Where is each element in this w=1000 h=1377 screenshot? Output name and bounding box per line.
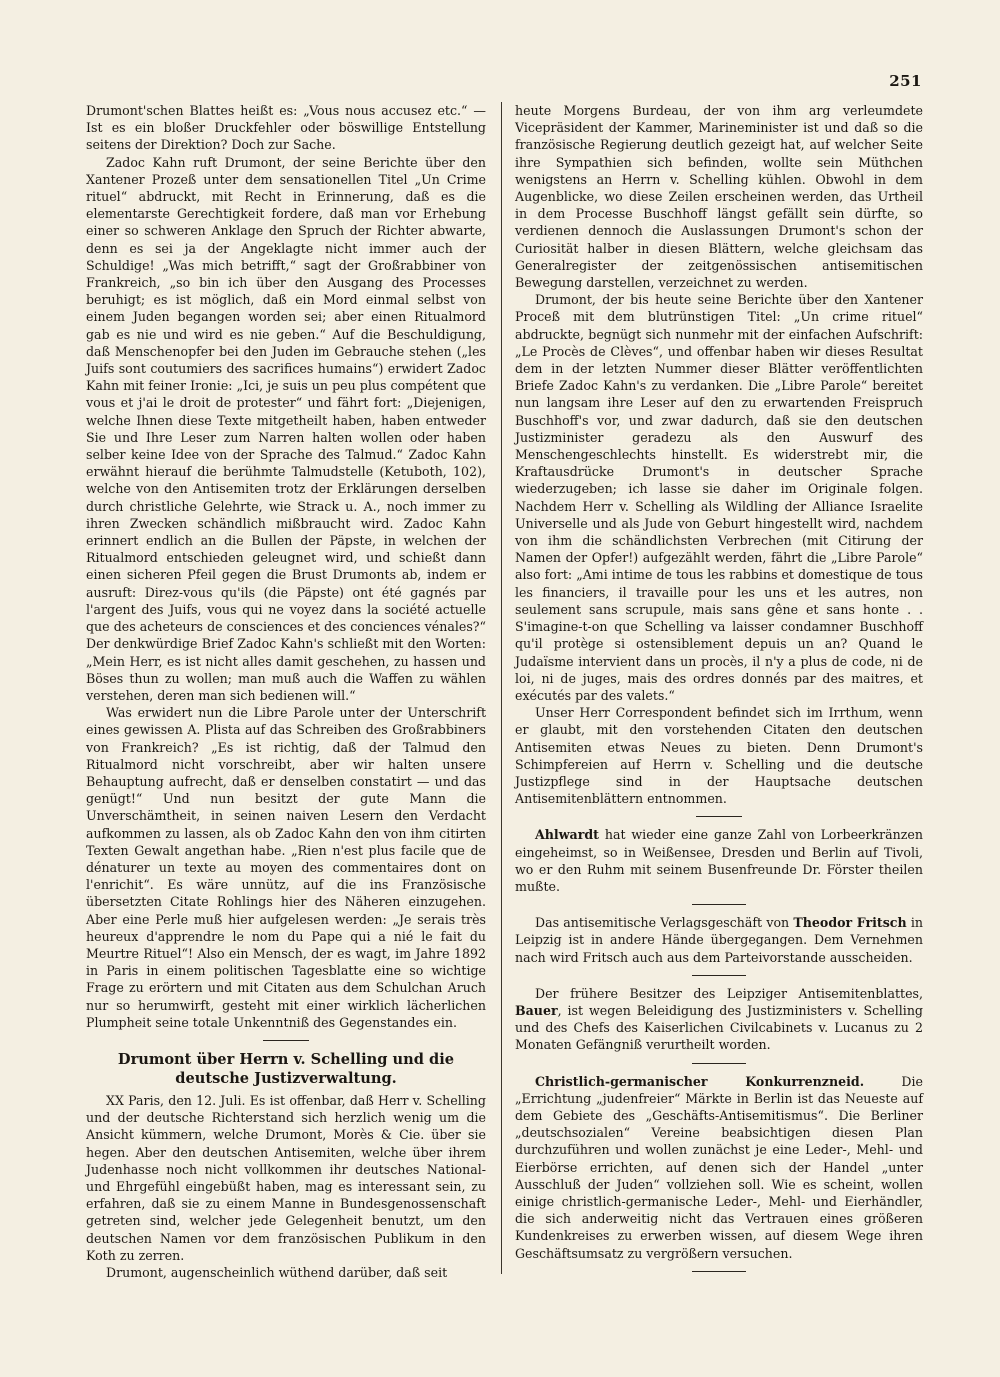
- section-divider: [692, 975, 746, 976]
- page-number: 251: [889, 72, 922, 90]
- section-divider: [692, 904, 746, 905]
- news-item: [515, 985, 923, 1054]
- news-item-keyword: Bauer: [515, 1002, 558, 1018]
- news-item-text: Das antisemitische Verlagsgeschäft von: [535, 915, 794, 931]
- section-divider: [692, 1271, 746, 1272]
- section-divider: [692, 1063, 746, 1064]
- paragraph: Zadoc Kahn ruft Drumont, der seine Berichte über den Xantener Prozeß unter dem sensationellen Titel „Un Crime rituel“ abdruckt, mit Recht in Erinnerung, daß es die elementarste Gerechtigkeit fordere, daß man vor Erhebung einer so schweren Anklage den Spruch der Richter abwarte, denn es sei ja der Angeklagte nicht immer auch der Schuldige! „Was mich betrifft,“ sagt der Großrabbiner von Frankreich, „so bin ich über den Ausgang des Processes beruhigt; es ist möglich, daß ein Mord einmal selbst von einem Juden begangen worden sei; aber einen Ritualmord gab es nie und wird es nie geben.“ Auf die Beschuldigung, daß Menschenopfer bei den Juden im Gebrauche stehen („les Juifs sont coutumiers des sacrifices humains“) erwidert Zadoc Kahn mit feiner Ironie: „Ici, je suis un peu plus compétent que vous et j'ai le droit de protester“ und fährt fort: „Diejenigen, welche Ihnen diese Texte mitgetheilt haben, haben entweder Sie und Ihre Leser zum Narren halten wollen oder haben selber keine Idee von der Sprache des Talmud.“ Zadoc Kahn erwähnt hierauf die berühmte Talmudstelle (Ketuboth, 102), welche von den Antisemiten trotz der Erklärungen derselben durch christliche Gelehrte, wie Strack u. A., noch immer zu ihren Zwecken schändlich mißbraucht wird. Zadoc Kahn erinnert endlich an die Bullen der Päpste, in welchen der Ritualmord entschieden geleugnet wird, und schießt dann einen sicheren Pfeil gegen die Brust Drumonts ab, indem er ausruft: Direz-vous qu'ils (die Päpste) ont été gagnés par l'argent des Juifs, vous qui ne voyez dans la société actuelle que des acheteurs de consciences et des conciences vénales?“ Der denkwürdige Brief Zadoc Kahn's schließt mit den Worten: „Mein Herr, es ist nicht alles damit geschehen, zu hassen und Böses thun zu wollen; man muß auch die Waffen zu wählen verstehen, deren man sich bedienen will.“: [86, 154, 486, 703]
- column-divider: [501, 102, 502, 1274]
- news-item-text: in Leipzig ist in andere Hände übergegangen. Dem Vernehmen nach wird Fritsch auch aus dem Parteivorstande ausscheiden.: [515, 915, 923, 965]
- news-item-keyword: Christlich-germanischer Konkurrenzneid.: [535, 1073, 865, 1089]
- left-column: [86, 102, 486, 1281]
- paragraph: Drumont, der bis heute seine Berichte über den Xantener Proceß mit dem blutrünstigen Titel: „Un crime rituel“ abdruckte, begnügt sich nunmehr mit der einfachen Aufschrift: „Le Procès de Clèves“, und offenbar haben wir dieses Resultat dem in der letzten Nummer dieser Blätter veröffentlichten Briefe Zadoc Kahn's zu verdanken. Die „Libre Parole“ bereitet nun langsam ihre Leser auf den zu erwartenden Freispruch Buschhoff's vor, und zwar dadurch, daß sie den deutschen Justizminister geradezu als den Auswurf des Menschengeschlechts hinstellt. Es widerstrebt mir, die Kraftausdrücke Drumont's in deutscher Sprache wiederzugeben; ich lasse sie daher im Originale folgen. Nachdem Herr v. Schelling als Wildling der Alliance Israelite Universelle und als Jude von Geburt hingestellt wird, nachdem von ihm die schändlichsten Verbrechen (mit Citirung der Namen der Opfer!) aufgezählt werden, fährt die „Libre Parole“ also fort: „Ami intime de tous les rabbins et domestique de tous les financiers, il travaille pour les uns et les autres, non seulement sans scrupule, mais sans gêne et sans honte . . S'imagine-t-on que Schelling va laisser condamner Buschhoff qu'il protège si ostensiblement depuis un an? Quand le Judaïsme intervient dans un procès, il n'y a plus de code, ni de loi, ni de juges, mais des ordres donnés par des maitres, et exécutés par des valets.“: [515, 292, 923, 703]
- paragraph: Unser Herr Correspondent befindet sich im Irrthum, wenn er glaubt, mit den vorstehenden Citaten den deutschen Antisemiten etwas Neues zu bieten. Denn Drumont's Schimpfereien auf Herrn v. Schelling und die deutsche Justizpflege sind in der Hauptsache deutschen Antisemitenblättern entnommen.: [515, 705, 923, 807]
- right-column: [515, 102, 923, 1281]
- section-divider: [263, 1040, 309, 1041]
- news-item-text: , ist wegen Beleidigung des Justizministers v. Schelling und des Chefs des Kaiserlichen Civilcabinets v. Lucanus zu 2 Monaten Gefängniß verurtheilt worden.: [515, 1002, 923, 1053]
- paragraph: XX Paris, den 12. Juli. Es ist offenbar, daß Herr v. Schelling und der deutsche Richterstand sich herzlich wenig um die Ansicht kümmern, welche Drumont, Morès & Cie. über sie hegen. Aber den deutschen Antisemiten, welche über ihrem Judenhasse noch nicht vollkommen ihr deutsches National- und Ehrgefühl eingebüßt haben, mag es interessant sein, zu erfahren, daß sie zu einem Manne in Bundesgenossenschaft getreten sind, welcher jede Gelegenheit benutzt, um den deutschen Namen vor dem französischen Publikum in den Koth zu zerren.: [86, 1092, 486, 1263]
- news-item-keyword: Theodor Fritsch: [793, 915, 907, 931]
- news-item: [515, 914, 923, 966]
- news-item-text: Der frühere Besitzer des Leipziger Antisemitenblattes,: [535, 985, 923, 1001]
- article-heading: Drumont über Herrn v. Schelling und die deutsche Justizverwaltung.: [117, 1050, 455, 1087]
- news-item-text: Die „Errichtung „judenfreier“ Märkte in Berlin ist das Neueste auf dem Gebiete des „Geschäfts-Antisemitismus“. Die Berliner „deutschsozialen“ Vereine beabsichtigen diesen Plan durchzuführen und wollen zunächst je eine Leder-, Mehl- und Eierbörse errichten, auf denen sich der Handel „unter Ausschluß der Juden“ vollziehen soll. Wie es scheint, wollen einige christlich-germanische Leder-, Mehl- und Eierhändler, die sich anderweitig nicht das Vertrauen eines größeren Kundenkreises zu erwerben wissen, auf diesem Wege ihren Geschäftsumsatz zu vergrößern versuchen.: [515, 1073, 923, 1261]
- paragraph: Drumont'schen Blattes heißt es: „Vous nous accusez etc.“ — Ist es ein bloßer Druckfehler oder böswillige Entstellung seitens der Direktion? Doch zur Sache.: [86, 103, 486, 153]
- paragraph: heute Morgens Burdeau, der von ihm arg verleumdete Vicepräsident der Kammer, Marineminister ist und daß so die französische Regierung deutlich gezeigt hat, auf welcher Seite ihre Sympathien sich befinden, wollte sein Müthchen wenigstens an Herrn v. Schelling kühlen. Obwohl in dem Augenblicke, wo diese Zeilen erscheinen werden, das Urtheil in dem Processe Buschhoff längst gefällt sein dürfte, so verdienen dennoch die Auslassungen Drumont's schon der Curiosität halber in diesen Blättern, welche gleichsam das Generalregister der zeitgenössischen antisemitischen Bewegung darstellen, verzeichnet zu werden.: [515, 103, 923, 291]
- paragraph: Drumont, augenscheinlich wüthend darüber, daß seit: [106, 1265, 448, 1280]
- section-divider: [696, 816, 742, 817]
- news-item: [515, 1073, 923, 1262]
- news-item: [515, 826, 923, 895]
- paragraph: Was erwidert nun die Libre Parole unter der Unterschrift eines gewissen A. Plista auf das Schreiben des Großrabbiners von Frankreich? „Es ist richtig, daß der Talmud den Ritualmord nicht vorschreibt, aber wir halten unsere Behauptung aufrecht, daß er denselben constatirt — und das genügt!“ Und nun besitzt der gute Mann die Unverschämtheit, in seinen naiven Lesern den Verdacht aufkommen zu lassen, als ob Zadoc Kahn den von ihm citirten Texten Gewalt angethan habe. „Rien n'est plus facile que de dénaturer un texte au moyen des commentaires dont on l'enrichit“. Es wäre unnütz, auf die ins Französische übersetzten Citate Rohlings hier des Näheren einzugehen. Aber eine Perle muß hier aufgelesen werden: „Je serais très heureux d'apprendre le nom du Pape qui a nié le fait du Meurtre Rituel“! Also ein Mensch, der es wagt, im Jahre 1892 in Paris in einem politischen Tagesblatte eine so wichtige Frage zu erörtern und mit Citaten aus dem Schulchan Aruch nur so herumwirft, gesteht mit einer wirklich lächerlichen Plumpheit seine totale Unkenntniß des Gegenstandes ein.: [86, 705, 486, 1030]
- news-item-text: hat wieder eine ganze Zahl von Lorbeerkränzen eingeheimst, so in Weißensee, Dresden und Berlin auf Tivoli, wo er den Ruhm mit seinem Busenfreunde Dr. Förster theilen mußte.: [515, 827, 923, 894]
- news-item-keyword: Ahlwardt: [535, 827, 599, 843]
